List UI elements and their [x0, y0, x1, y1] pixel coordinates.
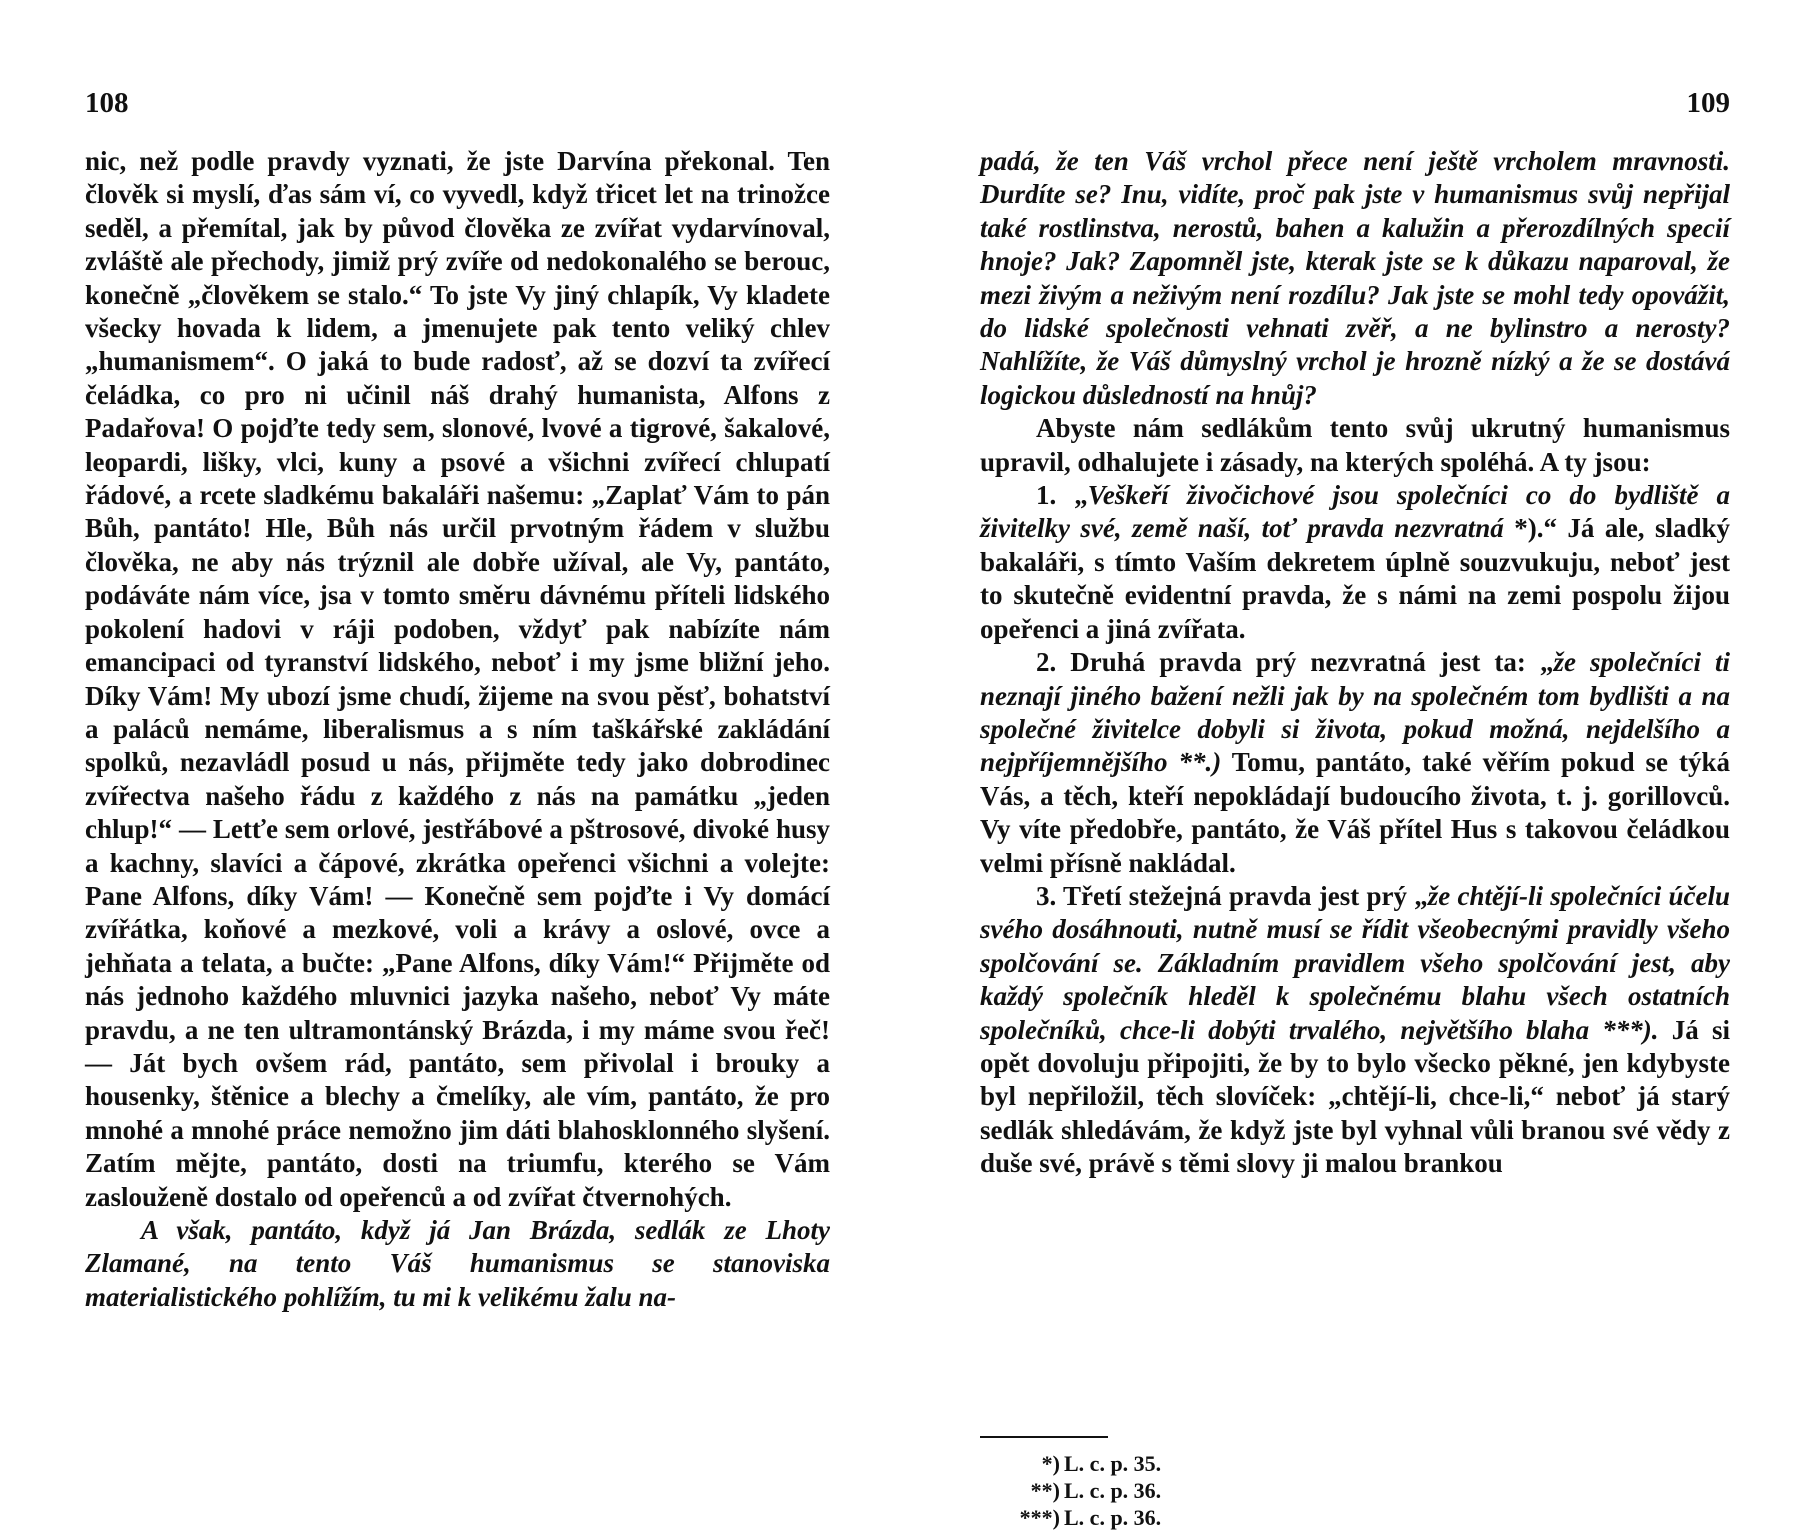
footnote-1-mark: *) — [1041, 1451, 1060, 1476]
numbered-item-3 — [980, 880, 1730, 1181]
footnote-divider — [980, 1436, 1108, 1438]
right-intro-paragraph: Abyste nám sedlákům tento svůj ukrutný humanismus upravil, odhalujete i zásady, na kterých spoléhá. A ty jsou: — [980, 413, 1730, 477]
item-3-rest: Já si opět dovoluju připojiti, že by to bylo všecko pěkné, jen kdybyste byl nepřiložil, těch slovíček: „chtějí-li, chce-li,“ neboť já starý sedlák shledávám, že když jste byl vyhnal vůli branou své vědy z duše své, právě s těmi slovy ji malou brankou — [980, 1014, 1730, 1179]
page-number-right: 109 — [1686, 87, 1730, 119]
item-2-number: 2. — [1036, 647, 1057, 678]
item-3-lead: Třetí stežejná pravda jest prý „ — [1056, 880, 1428, 911]
item-3-number: 3. — [1036, 880, 1057, 911]
item-2-rest: Tomu, pantáto, také věřím pokud se týká Vás, a těch, kteří nepokládají budoucího života, t. j. gorillovců. Vy víte předobře, pantáto, že Váš přítel Hus s takovou čeládkou velmi přísně nakládal. — [980, 747, 1730, 878]
right-italic-continuation: padá, že ten Váš vrchol přece není ještě vrcholem mravnosti. Durdíte se? Inu, vidíte, proč pak jste v humanismus svůj nepřijal také rostlinstva, nerostů, bahen a kalužin a přerozdílných specií hnoje? Jak? Zapomněl jste, kterak jste se k důkazu naparoval, že mezi živým a neživým není rozdílu? Jak jste se mohl tedy opovážit, do lidské společnosti vehnati zvěř, a ne bylinstro a nerosty? Nahlížíte, že Váš důmyslný vrchol je hrozně nízký a že se dostává logickou důsledností na hnůj? — [980, 146, 1730, 410]
footnote-1-text: L. c. p. 35. — [1064, 1451, 1162, 1476]
item-2-footnote-mark: **.) — [1167, 747, 1222, 778]
page-number-left: 108 — [85, 87, 129, 119]
item-1-footnote-mark: *).“ — [1503, 513, 1557, 544]
left-paragraph-2-italic: A však, pantáto, když já Jan Brázda, sedlák ze Lhoty Zlamané, na tento Váš humanismus se stanoviska materialistického pohlížím, tu mi k velikému žalu na- — [85, 1215, 830, 1312]
item-3-italic-quote: že chtějí-li společníci účelu svého dosáhnouti, nutně musí se řídit všeobecnými pravidly všeho spolčování se. Základním pravidlem všeho spolčování jest, aby každý společník hleděl k společnému blahu všech ostatních společníků, chce-li dobýti trvalého, největšího blaha — [980, 880, 1730, 1045]
footnote-3 — [1018, 1504, 1161, 1531]
item-2-lead: Druhá pravda prý nezvratná jest ta: „ — [1056, 647, 1554, 678]
item-3-footnote-mark: ***). — [1589, 1014, 1659, 1045]
left-paragraph-1: nic, než podle pravdy vyznati, že jste Darvína překonal. Ten člověk si myslí, ďas sám ví, co vyvedl, když třicet let na trinožce seděl, a přemítal, jak by původ člověka ze zvířat vydarvínoval, zvláště ale přechody, jimiž prý zvíře od nedokonalého se berouc, konečně „člověkem se stalo.“ To jste Vy jiný chlapík, Vy kladete všecky hovada k lidem, a jmenujete pak tento veliký chlev „humanismem“. O jaká to bude radosť, až se dozví ta zvířecí čeládka, co pro ni učinil náš drahý humanista, Alfons z Padařova! O pojďte tedy sem, slonové, lvové a tigrové, šakalové, leopardi, lišky, vlci, kuny a psové a všichni zvířecí chlupatí řádové, a rcete sladkému bakaláři našemu: „Zaplať Vám to pán Bůh, pantáto! Hle, Bůh nás určil prvotným řádem v službu člověka, ne aby nás trýznil ale dobře užíval, ale Vy, pantáto, podáváte nám více, jsa v tomto směru dávnému příteli lidského pokolení hadovi v ráji podoben, vždyť pak nabízíte nám emancipaci od tyranství lidského, neboť i my jsme bližní jeho. Díky Vám! My ubozí jsme chudí, žijeme na svou pěsť, bohatství a paláců nemáme, liberalismus a s ním taškářské zakládání spolků, nezavládl posud u nás, přijměte tedy jako dobrodinec zvířectva našeho řádu z každého z nás na památku „jeden chlup!“ — Letťe sem orlové, jestřábové a pštrosové, divoké husy a kachny, slavíci a čápové, zkrátka opeřenci všichni a volejte: Pane Alfons, díky Vám! — Konečně sem pojďte i Vy domácí zvířátka, koňové a mezkové, voli a krávy a oslové, ovce a jehňata a telata, a bučte: „Pane Alfons, díky Vám!“ Přijměte od nás jednoho každého mluvnici jazyka našeho, neboť Vy máte pravdu, a ne ten ultramontánský Brázda, i my máme svou řeč! — Ját bych ovšem rád, pantáto, sem přivolal i brouky a housenky, štěnice a blechy a čmelíky, ale vím, pantáto, že pro mnohé a mnohé práce nemožno jim dáti blahosklonného slyšení. Zatím mějte, pantáto, dosti na triumfu, kterého se Vám zaslouženě dostalo od opeřenců a od zvířat čtvernohých. — [85, 146, 830, 1212]
item-2-italic-quote: že společníci ti neznají jiného bažení nežli jak by na společném tom bydlišti a na společné živitelce dobyli si života, pokud možná, nejdelšího a nejpříjemnějšího — [980, 647, 1730, 778]
left-page-text — [85, 145, 830, 1314]
item-1-italic-quote: Veškeří živočichové jsou společníci co do bydliště a živitelky své, země naší, toť pravda nezvratná — [980, 480, 1730, 544]
footnotes — [1018, 1450, 1161, 1531]
footnote-3-mark: ***) — [1019, 1505, 1060, 1530]
numbered-item-1 — [980, 479, 1730, 646]
footnote-2-text: L. c. p. 36. — [1064, 1478, 1162, 1503]
item-1-quote-open: „ — [1074, 480, 1088, 511]
numbered-item-2 — [980, 646, 1730, 880]
item-1-number: 1. — [1036, 480, 1057, 511]
footnote-2-mark: **) — [1030, 1478, 1060, 1503]
item-1-rest: Já ale, sladký bakaláři, s tímto Vaším dekretem úplně souzvukuju, neboť jest to skutečně evidentní pravda, že s námi na zemi pospolu žijou opeřenci a jiná zvířata. — [980, 513, 1731, 644]
right-page-text — [980, 145, 1730, 1181]
footnote-1 — [1018, 1450, 1161, 1477]
footnote-3-text: L. c. p. 36. — [1064, 1505, 1162, 1530]
